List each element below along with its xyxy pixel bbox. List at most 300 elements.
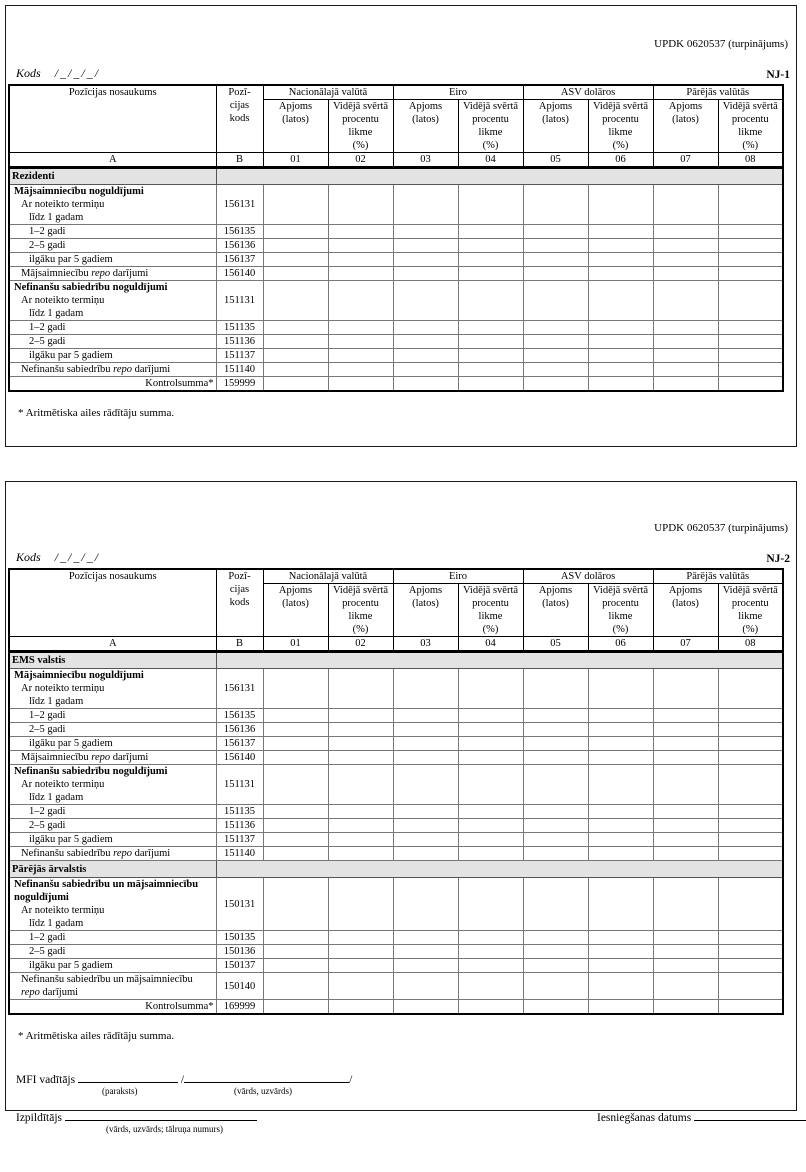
column-letter-cell: 05 [523,637,588,652]
data-entry-cell [393,185,458,225]
data-entry-cell [588,321,653,335]
report-table-nj-1 [8,84,784,392]
label-text: ilgāku par 5 gadiem [29,960,113,971]
row-label-cell [9,281,216,321]
data-entry-cell [653,751,718,765]
position-code-cell: 156131 [216,669,263,709]
currency-group-header: ASV dolāros [523,85,653,100]
label-text: 1–2 gadi [29,710,66,721]
label-text: līdz 1 gadam [29,918,84,929]
data-entry-cell [588,267,653,281]
column-letter-cell: 04 [458,153,523,168]
signature-area [6,1062,796,1172]
data-entry-cell [718,377,783,392]
label-text: darījumi [110,268,149,279]
position-code-cell: 151131 [216,765,263,805]
data-entry-cell [328,847,393,861]
data-entry-cell [588,737,653,751]
position-code-cell: 156131 [216,185,263,225]
data-entry-cell [458,878,523,931]
preparer-line [16,1108,257,1124]
data-entry-cell [588,819,653,833]
label-line [12,198,214,211]
rate-subheader: Vidējā svērtā procentu likme (%) [718,584,783,637]
label-text: EMS valstis [12,655,66,666]
data-entry-cell [653,819,718,833]
label-text: repo [113,848,133,859]
label-text: Ar noteikto termiņu [21,295,105,306]
rate-subheader: Vidējā svērtā procentu likme (%) [328,584,393,637]
column-letter-cell: 03 [393,637,458,652]
data-entry-cell [588,239,653,253]
rate-subheader: Vidējā svērtā procentu likme (%) [718,100,783,153]
data-entry-cell [523,225,588,239]
data-entry-cell [458,805,523,819]
data-entry-cell [393,878,458,931]
data-entry-cell [588,669,653,709]
data-entry-cell [718,765,783,805]
data-entry-cell [718,281,783,321]
row-label-cell [9,1000,216,1015]
row-label-cell [9,669,216,709]
label-text: repo [91,752,111,763]
position-code-cell: 150135 [216,931,263,945]
data-entry-cell [588,931,653,945]
label-line [12,917,214,930]
position-code-header: Pozī- cijas kods [216,85,263,153]
row-label-cell [9,847,216,861]
data-entry-cell [653,945,718,959]
data-entry-cell [653,377,718,392]
data-entry-cell [328,833,393,847]
kods-row [16,550,790,565]
data-entry-cell [263,669,328,709]
rate-subheader: Vidējā svērtā procentu likme (%) [588,100,653,153]
data-entry-cell [718,253,783,267]
label-text: Kontrolsumma* [145,378,214,389]
data-entry-cell [523,363,588,377]
label-text: repo [91,268,111,279]
data-entry-cell [588,281,653,321]
data-entry-cell [328,225,393,239]
data-entry-cell [393,349,458,363]
data-entry-cell [718,239,783,253]
data-entry-cell [263,225,328,239]
data-entry-cell [458,225,523,239]
label-text: Nefinanšu sabiedrību noguldījumi [14,282,168,293]
row-label-cell [9,973,216,1000]
mfi-manager-signature-line [16,1070,352,1086]
label-text: darījumi [132,364,171,375]
data-entry-cell [263,931,328,945]
data-entry-cell [263,377,328,392]
data-entry-cell [458,723,523,737]
label-text-wrap [12,805,65,818]
data-entry-cell [653,239,718,253]
label-text-wrap [12,931,65,944]
form-page-nj1 [5,5,797,447]
data-entry-cell [263,1000,328,1015]
data-entry-cell [718,847,783,861]
rate-subheader: Vidējā svērtā procentu likme (%) [458,100,523,153]
data-entry-cell [653,281,718,321]
data-entry-cell [328,878,393,931]
data-entry-cell [263,267,328,281]
label-line [12,791,214,804]
section-fill-cell [216,861,783,878]
label-line [12,281,214,294]
data-entry-cell [263,281,328,321]
data-entry-cell [523,959,588,973]
position-code-cell: 156140 [216,267,263,281]
row-label-cell [9,335,216,349]
row-label-cell [9,945,216,959]
data-entry-cell [523,819,588,833]
label-text: darījumi [110,752,149,763]
label-line [12,669,214,682]
label-text-wrap [12,751,148,764]
row-label-cell [9,765,216,805]
label-text: 2–5 gadi [29,724,66,735]
label-text: Nefinanšu sabiedrību noguldījumi [14,766,168,777]
row-label-cell [9,805,216,819]
data-entry-cell [718,669,783,709]
footnote: * Aritmētiska ailes rādītāju summa. [18,1030,175,1042]
data-entry-cell [393,709,458,723]
data-entry-cell [458,185,523,225]
rate-subheader: Vidējā svērtā procentu likme (%) [328,100,393,153]
amount-subheader: Apjoms (latos) [523,100,588,153]
label-text-wrap [12,253,113,266]
data-entry-cell [328,239,393,253]
label-text: līdz 1 gadam [29,308,84,319]
table-nj1-container [6,84,796,392]
data-entry-cell [718,709,783,723]
amount-subheader: Apjoms (latos) [653,584,718,637]
row-label-cell [9,267,216,281]
data-entry-cell [458,833,523,847]
data-entry-cell [328,751,393,765]
column-letter-cell: 06 [588,637,653,652]
column-letter-cell: 01 [263,153,328,168]
row-label-cell [9,225,216,239]
form-number-note: UPDK 0620537 (turpinājums) [654,522,788,534]
position-code-cell: 150131 [216,878,263,931]
column-letter-cell: 07 [653,153,718,168]
data-entry-cell [393,669,458,709]
data-entry-cell [393,945,458,959]
data-entry-cell [588,847,653,861]
data-entry-cell [718,878,783,931]
data-entry-cell [393,335,458,349]
position-code-cell: 151136 [216,819,263,833]
label-line [12,185,214,198]
data-entry-cell [523,669,588,709]
label-text-wrap [12,959,113,972]
position-code-cell: 150136 [216,945,263,959]
data-entry-cell [458,819,523,833]
column-letter-cell: 02 [328,637,393,652]
data-entry-cell [328,973,393,1000]
label-text-wrap [12,847,170,860]
currency-group-header: Eiro [393,85,523,100]
data-entry-cell [393,959,458,973]
data-entry-cell [328,723,393,737]
column-letter-cell: 02 [328,153,393,168]
label-text: Ar noteikto termiņu [21,905,105,916]
data-entry-cell [523,931,588,945]
position-code-cell: 151136 [216,335,263,349]
data-entry-cell [263,709,328,723]
amount-subheader: Apjoms (latos) [523,584,588,637]
row-label-cell [9,377,216,392]
label-line [12,307,214,320]
data-entry-cell [393,1000,458,1015]
data-entry-cell [588,1000,653,1015]
label-text: Mājsaimniecību noguldījumi [14,186,144,197]
data-entry-cell [458,737,523,751]
data-entry-cell [653,225,718,239]
label-text-wrap [12,349,113,362]
data-entry-cell [263,321,328,335]
data-entry-cell [588,751,653,765]
data-entry-cell [653,185,718,225]
data-entry-cell [653,847,718,861]
data-entry-cell [393,253,458,267]
label-text: Ar noteikto termiņu [21,779,105,790]
data-entry-cell [718,833,783,847]
data-entry-cell [393,931,458,945]
data-entry-cell [653,973,718,1000]
label-text: repo [113,364,133,375]
data-entry-cell [588,253,653,267]
data-entry-cell [588,377,653,392]
label-text: ilgāku par 5 gadiem [29,350,113,361]
data-entry-cell [263,959,328,973]
label-text-wrap [12,737,113,750]
position-code-cell: 151137 [216,833,263,847]
data-entry-cell [718,185,783,225]
row-label-cell [9,363,216,377]
currency-group-header: Pārējās valūtās [653,569,783,584]
data-entry-cell [588,225,653,239]
position-code-header: Pozī- cijas kods [216,569,263,637]
section-fill-cell [216,168,783,185]
position-code-cell: 151140 [216,847,263,861]
position-code-cell: 169999 [216,1000,263,1015]
label-text: Nefinanšu sabiedrību un mājsaimniecību [21,974,193,985]
data-entry-cell [263,751,328,765]
submission-date-line [597,1108,806,1124]
data-entry-cell [653,363,718,377]
row-label-cell [9,959,216,973]
data-entry-cell [328,185,393,225]
data-entry-cell [458,709,523,723]
data-entry-cell [523,335,588,349]
data-entry-cell [718,1000,783,1015]
data-entry-cell [653,931,718,945]
data-entry-cell [588,363,653,377]
data-entry-cell [523,267,588,281]
data-entry-cell [718,945,783,959]
position-code-cell: 151135 [216,321,263,335]
data-entry-cell [458,267,523,281]
data-entry-cell [523,847,588,861]
section-header-cell [9,861,216,878]
data-entry-cell [328,945,393,959]
data-entry-cell [718,959,783,973]
label-text: 1–2 gadi [29,932,66,943]
data-entry-cell [653,1000,718,1015]
data-entry-cell [523,833,588,847]
data-entry-cell [523,377,588,392]
row-label-cell [9,931,216,945]
form-code-nj2: NJ-2 [766,553,790,565]
column-letter-cell: B [216,637,263,652]
row-label-cell [9,751,216,765]
data-entry-cell [458,959,523,973]
data-entry-cell [653,349,718,363]
data-entry-cell [393,819,458,833]
section-header-cell [9,652,216,669]
data-entry-cell [588,805,653,819]
data-entry-cell [328,335,393,349]
row-label-cell [9,833,216,847]
position-code-cell: 151140 [216,363,263,377]
data-entry-cell [328,737,393,751]
label-text-wrap [12,709,65,722]
position-name-header: Pozīcijas nosaukums [9,85,216,153]
data-entry-cell [393,281,458,321]
data-entry-cell [718,321,783,335]
label-text: darījumi [132,848,171,859]
data-entry-cell [458,1000,523,1015]
data-entry-cell [328,281,393,321]
section-header-cell [9,168,216,185]
label-text: ilgāku par 5 gadiem [29,834,113,845]
data-entry-cell [393,751,458,765]
data-entry-cell [263,833,328,847]
data-entry-cell [263,765,328,805]
position-code-cell: 156135 [216,225,263,239]
label-line [12,878,214,904]
data-entry-cell [718,225,783,239]
data-entry-cell [653,805,718,819]
data-entry-cell [328,709,393,723]
label-line [12,294,214,307]
name-blank [184,1070,349,1083]
label-line [12,695,214,708]
row-label-cell [9,349,216,363]
name-hint: (vārds, uzvārds) [234,1086,292,1096]
data-entry-cell [263,363,328,377]
row-label-cell [9,253,216,267]
data-entry-cell [458,669,523,709]
data-entry-cell [458,321,523,335]
preparer-blank [65,1108,257,1121]
position-code-cell: 156135 [216,709,263,723]
data-entry-cell [328,321,393,335]
data-entry-cell [458,363,523,377]
data-entry-cell [653,878,718,931]
row-label-cell [9,321,216,335]
data-entry-cell [523,765,588,805]
data-entry-cell [328,819,393,833]
form-code-nj1: NJ-1 [766,69,790,81]
label-line [12,765,214,778]
data-entry-cell [393,267,458,281]
position-code-cell: 151135 [216,805,263,819]
column-letter-cell: A [9,637,216,652]
data-entry-cell [523,878,588,931]
label-text-wrap [12,363,170,376]
label-text: 1–2 gadi [29,226,66,237]
currency-group-header: Eiro [393,569,523,584]
footnote: * Aritmētiska ailes rādītāju summa. [18,407,175,419]
data-entry-cell [718,335,783,349]
data-entry-cell [588,335,653,349]
label-text: Pārējās ārvalstis [12,863,87,875]
label-text: 2–5 gadi [29,946,66,957]
column-letter-cell: 04 [458,637,523,652]
data-entry-cell [263,239,328,253]
report-table-nj-2 [8,568,784,1015]
position-code-cell: 151131 [216,281,263,321]
data-entry-cell [523,723,588,737]
data-entry-cell [718,267,783,281]
mfi-manager-label: MFI vadītājs [16,1074,76,1086]
label-text: līdz 1 gadam [29,792,84,803]
data-entry-cell [263,349,328,363]
data-entry-cell [588,878,653,931]
label-text-wrap [12,819,65,832]
row-label-cell [9,723,216,737]
data-entry-cell [458,239,523,253]
data-entry-cell [328,765,393,805]
label-text: līdz 1 gadam [29,696,84,707]
position-code-cell: 156136 [216,239,263,253]
data-entry-cell [523,321,588,335]
column-letter-cell: 03 [393,153,458,168]
label-text: Kontrolsumma* [145,1001,214,1012]
data-entry-cell [653,669,718,709]
label-text-wrap [12,723,65,736]
data-entry-cell [328,349,393,363]
column-letter-cell: 08 [718,153,783,168]
currency-group-header: Pārējās valūtās [653,85,783,100]
currency-group-header: ASV dolāros [523,569,653,584]
data-entry-cell [393,805,458,819]
amount-subheader: Apjoms (latos) [393,100,458,153]
data-entry-cell [458,253,523,267]
kods-row [16,66,790,81]
kods-entry-slots: /_/_/_/ [54,66,101,80]
data-entry-cell [588,765,653,805]
form-page-nj2 [5,481,797,1134]
slash-separator: / [349,1074,353,1086]
position-code-cell: 150140 [216,973,263,1000]
data-entry-cell [393,377,458,392]
data-entry-cell [523,737,588,751]
data-entry-cell [718,737,783,751]
column-letter-cell: 08 [718,637,783,652]
row-label-cell [9,185,216,225]
column-letter-cell: 05 [523,153,588,168]
preparer-hint: (vārds, uzvārds; tālruņa numurs) [106,1124,223,1134]
currency-group-header: Nacionālajā valūtā [263,569,393,584]
data-entry-cell [523,253,588,267]
data-entry-cell [393,737,458,751]
